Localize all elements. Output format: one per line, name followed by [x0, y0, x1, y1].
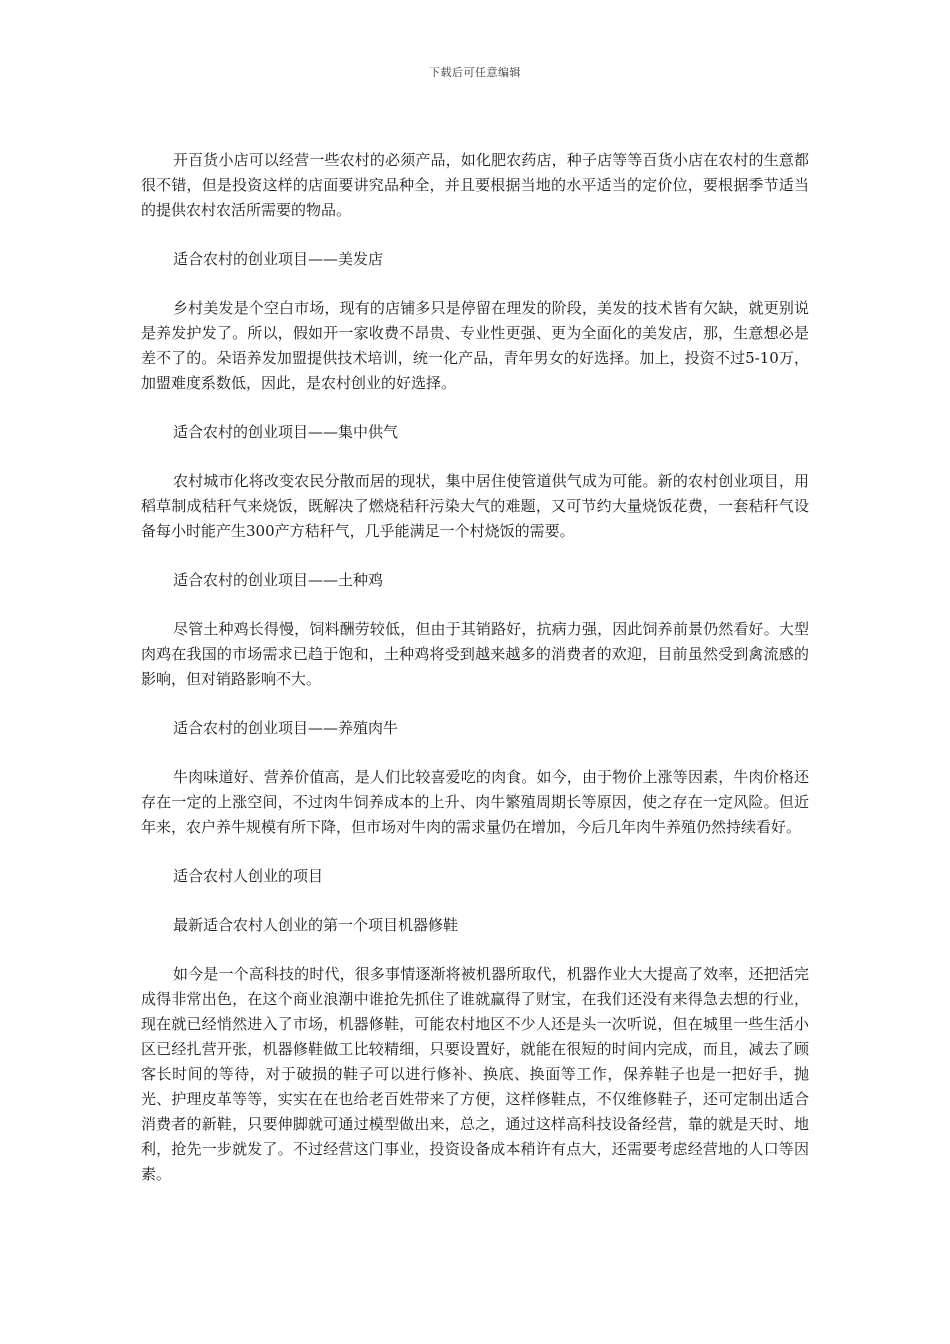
paragraph-general-store: 开百货小店可以经营一些农村的必须产品，如化肥农药店，种子店等等百货小店在农村的生意都很不错，但是投资这样的店面要讲究品种全，并且要根据当地的水平适当的定价位，要根据季节适当的提供农村农活所需要的物品。: [141, 151, 809, 219]
heading-gas-supply: 适合农村的创业项目——集中供气: [173, 423, 399, 441]
document-body: [141, 148, 809, 1187]
page-header: 下载后可任意编辑: [429, 66, 521, 79]
heading-hair-salon: 适合农村的创业项目——美发店: [173, 250, 384, 268]
paragraph-gas-supply: 农村城市化将改变农民分散而居的现状，集中居住使管道供气成为可能。新的农村创业项目，用稻草制成秸秆气来烧饭，既解决了燃烧秸秆污染大气的难题，又可节约大量烧饭花费，一套秸秆气设备每小时能产生300产方秸秆气，几乎能满足一个村烧饭的需要。: [141, 472, 809, 540]
paragraph-machine-shoe-repair: 如今是一个高科技的时代，很多事情逐渐将被机器所取代，机器作业大大提高了效率，还把活完成得非常出色，在这个商业浪潮中谁抢先抓住了谁就赢得了财宝，在我们还没有来得急去想的行业，现在就已经悄然进入了市场，机器修鞋，可能农村地区不少人还是头一次听说，但在城里一些生活小区已经扎营开张，机器修鞋做工比较精细，只要设置好，就能在很短的时间内完成，而且，减去了顾客长时间的等待，对于破损的鞋子可以进行修补、换底、换面等工作，保养鞋子也是一把好手，抛光、护理皮革等等，实实在在也给老百姓带来了方便，这样修鞋点，不仅维修鞋子，还可定制出适合消费者的新鞋，只要伸脚就可通过模型做出来，总之，通过这样高科技设备经营，靠的就是天时、地利，抢先一步就发了。不过经营这门事业，投资设备成本稍许有点大，还需要考虑经营地的人口等因素。: [141, 965, 809, 1183]
paragraph-beef-cattle: 牛肉味道好、营养价值高，是人们比较喜爱吃的肉食。如今，由于物价上涨等因素，牛肉价格还存在一定的上涨空间，不过肉牛饲养成本的上升、肉牛繁殖周期长等原因，使之存在一定风险。但近年来，农户养牛规模有所下降，但市场对牛肉的需求量仍在增加，今后几年肉牛养殖仍然持续看好。: [141, 768, 809, 836]
heading-machine-shoe-repair: 最新适合农村人创业的第一个项目机器修鞋: [173, 916, 459, 934]
heading-beef-cattle: 适合农村的创业项目——养殖肉牛: [173, 719, 399, 737]
paragraph-hair-salon: 乡村美发是个空白市场，现有的店铺多只是停留在理发的阶段，美发的技术皆有欠缺，就更别说是养发护发了。所以，假如开一家收费不昂贵、专业性更强、更为全面化的美发店，那，生意想必是差不了的。朵语养发加盟提供技术培训，统一化产品，青年男女的好选择。加上，投资不过5-10万，加盟难度系数低，因此，是农村创业的好选择。: [141, 299, 809, 392]
heading-native-chicken: 适合农村的创业项目——土种鸡: [173, 571, 384, 589]
heading-rural-projects: 适合农村人创业的项目: [173, 867, 324, 885]
paragraph-native-chicken: 尽管土种鸡长得慢，饲料酬劳较低，但由于其销路好，抗病力强，因此饲养前景仍然看好。大型肉鸡在我国的市场需求已趋于饱和，土种鸡将受到越来越多的消费者的欢迎，目前虽然受到禽流感的影响，但对销路影响不大。: [141, 620, 809, 688]
